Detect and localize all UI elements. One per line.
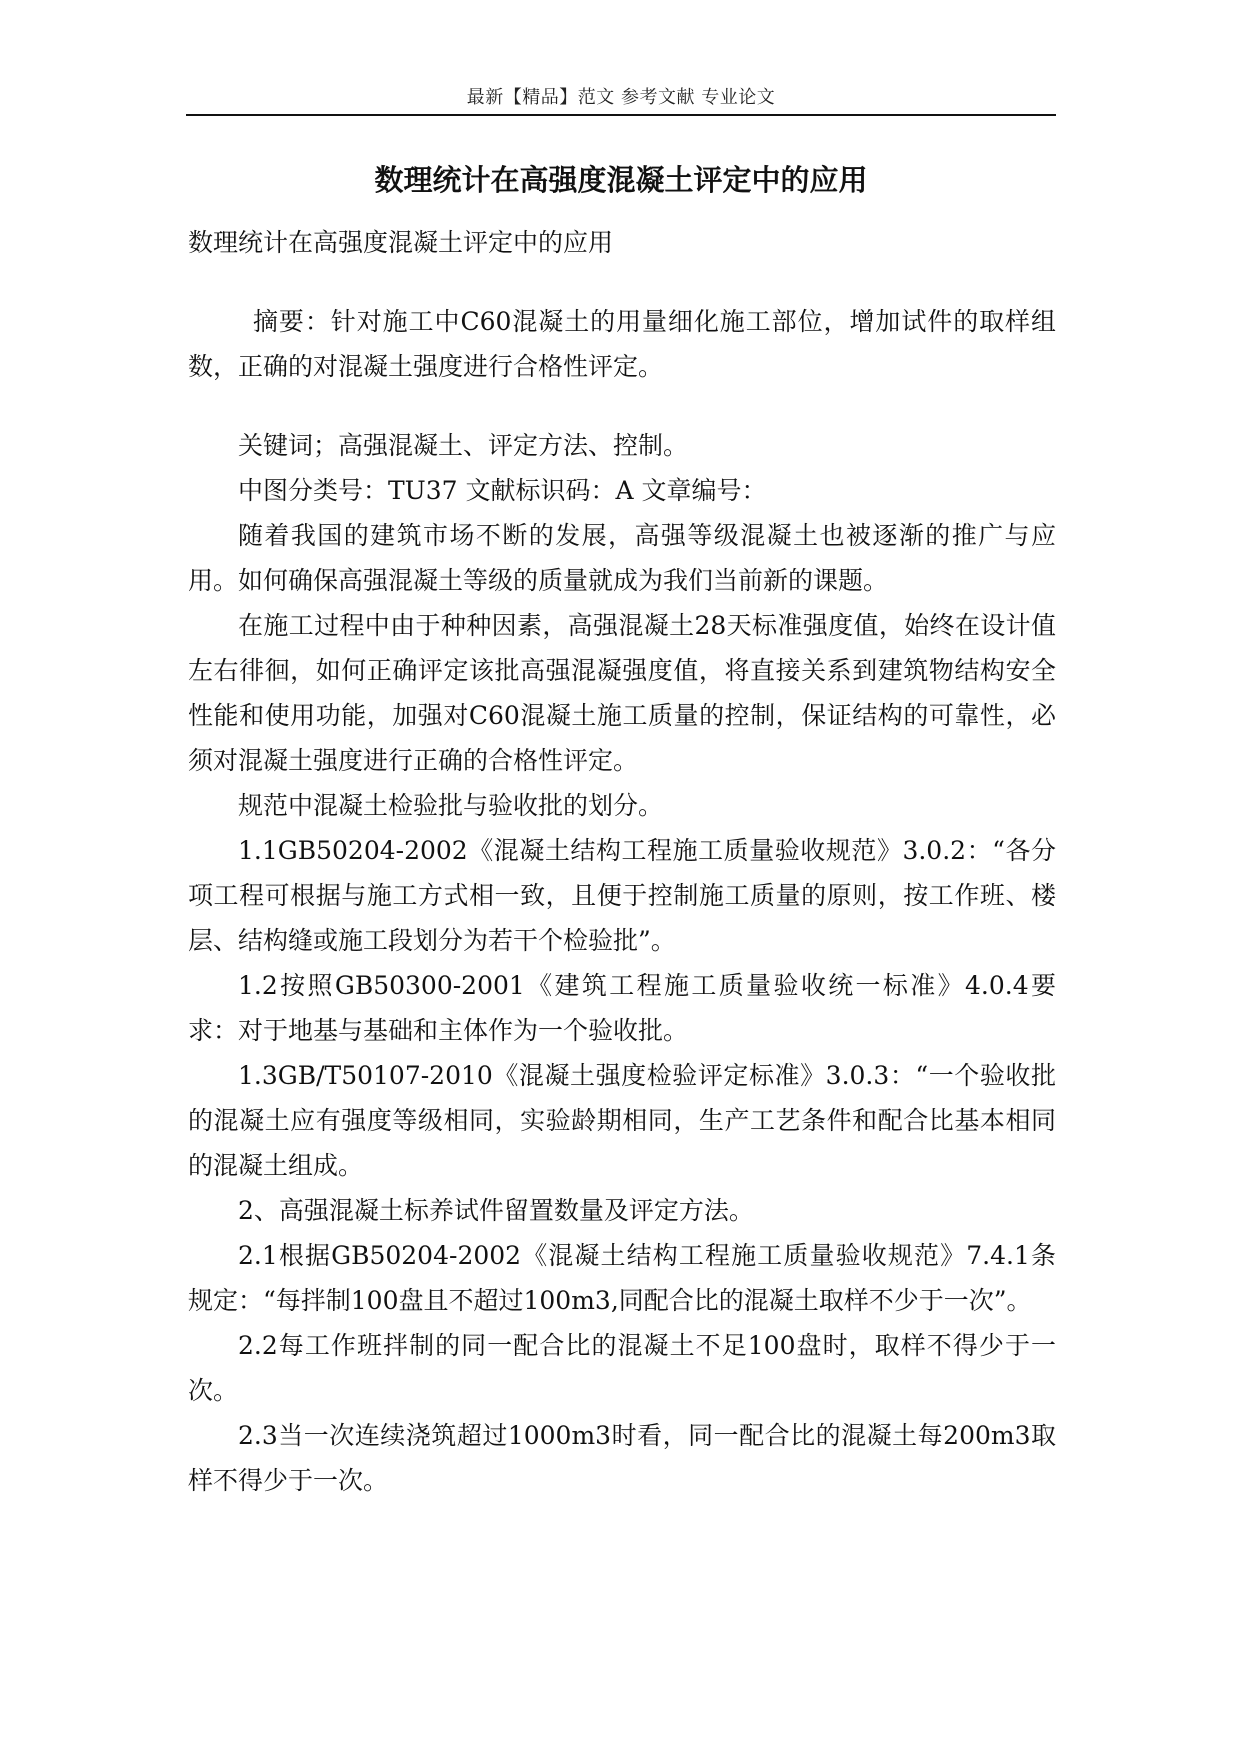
document-body bbox=[188, 220, 1056, 1503]
body-paragraph: 2.1根据GB50204-2002《混凝土结构工程施工质量验收规范》7.4.1条规定：“每拌制100盘且不超过100m3,同配合比的混凝土取样不少于一次”。 bbox=[188, 1241, 1056, 1315]
spacer bbox=[188, 265, 1056, 299]
body-paragraph: 2.2每工作班拌制的同一配合比的混凝土不足100盘时，取样不得少于一次。 bbox=[188, 1331, 1056, 1405]
body-paragraph: 1.1GB50204-2002《混凝土结构工程施工质量验收规范》3.0.2：“各分项工程可根据与施工方式相一致，且便于控制施工质量的原则，按工作班、楼层、结构缝或施工段划分为若干个检验批”。 bbox=[188, 836, 1056, 955]
body-paragraph: 随着我国的建筑市场不断的发展，高强等级混凝土也被逐渐的推广与应用。如何确保高强混凝土等级的质量就成为我们当前新的课题。 bbox=[188, 521, 1056, 595]
header-divider bbox=[186, 114, 1056, 116]
body-paragraph: 在施工过程中由于种种因素，高强混凝土28天标准强度值，始终在设计值左右徘徊，如何正确评定该批高强混凝强度值，将直接关系到建筑物结构安全性能和使用功能，加强对C60混凝土施工质量的控制，保证结构的可靠性，必须对混凝土强度进行正确的合格性评定。 bbox=[188, 611, 1056, 775]
body-paragraph: 1.2按照GB50300-2001《建筑工程施工质量验收统一标准》4.0.4要求：对于地基与基础和主体作为一个验收批。 bbox=[188, 971, 1056, 1045]
body-paragraph: 2.3当一次连续浇筑超过1000m3时看，同一配合比的混凝土每200m3取样不得少于一次。 bbox=[188, 1421, 1056, 1495]
classification-line: 中图分类号：TU37 文献标识码：A 文章编号： bbox=[238, 476, 767, 505]
document-title: 数理统计在高强度混凝土评定中的应用 bbox=[374, 163, 868, 197]
running-header: 最新【精品】范文 参考文献 专业论文 bbox=[466, 87, 776, 108]
keywords-line: 关键词；高强混凝土、评定方法、控制。 bbox=[238, 431, 689, 460]
abstract-paragraph: 摘要：针对施工中C60混凝土的用量细化施工部位，增加试件的取样组数，正确的对混凝土强度进行合格性评定。 bbox=[188, 307, 1056, 381]
section-heading: 2、高强混凝土标养试件留置数量及评定方法。 bbox=[238, 1196, 754, 1225]
body-paragraph: 1.3GB/T50107-2010《混凝土强度检验评定标准》3.0.3：“一个验收批的混凝土应有强度等级相同，实验龄期相同，生产工艺条件和配合比基本相同的混凝土组成。 bbox=[188, 1061, 1056, 1180]
spacer bbox=[188, 389, 1056, 423]
document-subtitle: 数理统计在高强度混凝土评定中的应用 bbox=[188, 228, 614, 257]
section-heading: 规范中混凝土检验批与验收批的划分。 bbox=[238, 791, 664, 820]
